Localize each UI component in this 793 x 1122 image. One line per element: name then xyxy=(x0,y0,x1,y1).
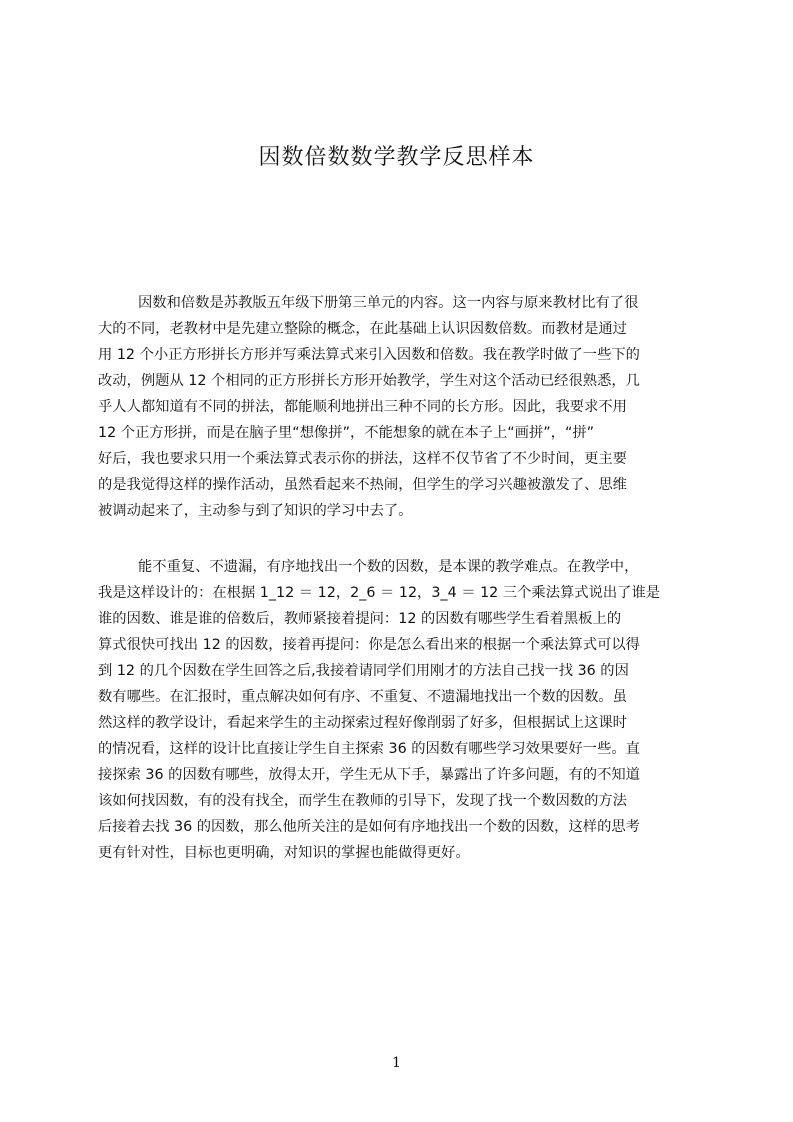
text-line: 后接着去找 36 的因数，那么他所关注的是如何有序地找出一个数的因数，这样的思考 xyxy=(98,819,640,835)
text-line: 接探索 36 的因数有哪些，放得太开，学生无从下手，暴露出了许多问题，有的不知道 xyxy=(98,767,640,783)
text-line: 该如何找因数，有的没有找全，而学生在教师的引导下，发现了找一个数因数的方法 xyxy=(98,793,627,809)
text-line: 我是这样设计的：在根据 1_12 ＝ 12，2_6 ＝ 12，3_4 ＝ 12 三个乘法算式说出了谁是 xyxy=(98,585,661,601)
text-line: 12 个正方形拼，而是在脑子里“想像拼”，不能想象的就在本子上“画拼”，“拼” xyxy=(98,425,595,441)
text-line: 能不重复、不遗漏，有序地找出一个数的因数，是本课的教学难点。在教学中， xyxy=(138,559,639,575)
text-line: 到 12 的几个因数在学生回答之后,我接着请同学们用刚才的方法自己找一找 36 的因 xyxy=(98,663,629,679)
text-line: 改动，例题从 12 个相同的正方形拼长方形开始教学，学生对这个活动已经很熟悉，几 xyxy=(98,373,640,389)
text-line: 的是我觉得这样的操作活动，虽然看起来不热闹，但学生的学习兴趣被激发了、思维 xyxy=(98,477,627,493)
text-line: 因数和倍数是苏教版五年级下册第三单元的内容。这一内容与原来教材比有了很 xyxy=(138,295,639,311)
text-line: 好后，我也要求只用一个乘法算式表示你的拼法，这样不仅节省了不少时间，更主要 xyxy=(98,451,627,467)
text-line: 然这样的教学设计，看起来学生的主动探索过程好像削弱了好多，但根据试上这课时 xyxy=(98,715,627,731)
text-line: 乎人人都知道有不同的拼法，都能顺利地拼出三种不同的长方形。因此，我要求不用 xyxy=(98,399,627,415)
text-line: 谁的因数、谁是谁的倍数后，教师紧接着提问：12 的因数有哪些学生看着黑板上的 xyxy=(98,611,622,627)
page-number: 1 xyxy=(392,1055,401,1071)
text-line: 算式很快可找出 12 的因数，接着再提问：你是怎么看出来的根据一个乘法算式可以得 xyxy=(98,637,640,653)
text-line: 数有哪些。在汇报时，重点解决如何有序、不重复、不遗漏地找出一个数的因数。虽 xyxy=(98,689,627,705)
text-line: 更有针对性，目标也更明确，对知识的掌握也能做得更好。 xyxy=(98,845,470,861)
paragraph-1 xyxy=(98,290,698,524)
text-line: 大的不同，老教材中是先建立整除的概念，在此基础上认识因数倍数。而教材是通过 xyxy=(98,321,627,337)
text-line: 用 12 个小正方形拼长方形并写乘法算式来引入因数和倍数。我在教学时做了一些下的 xyxy=(98,347,640,363)
document-title: 因数倍数数学教学反思样本 xyxy=(258,145,535,170)
text-line: 被调动起来了，主动参与到了知识的学习中去了。 xyxy=(98,503,413,519)
paragraph-2 xyxy=(98,554,698,866)
text-line: 的情况看，这样的设计比直接让学生自主探索 36 的因数有哪些学习效果要好一些。直 xyxy=(98,741,640,757)
